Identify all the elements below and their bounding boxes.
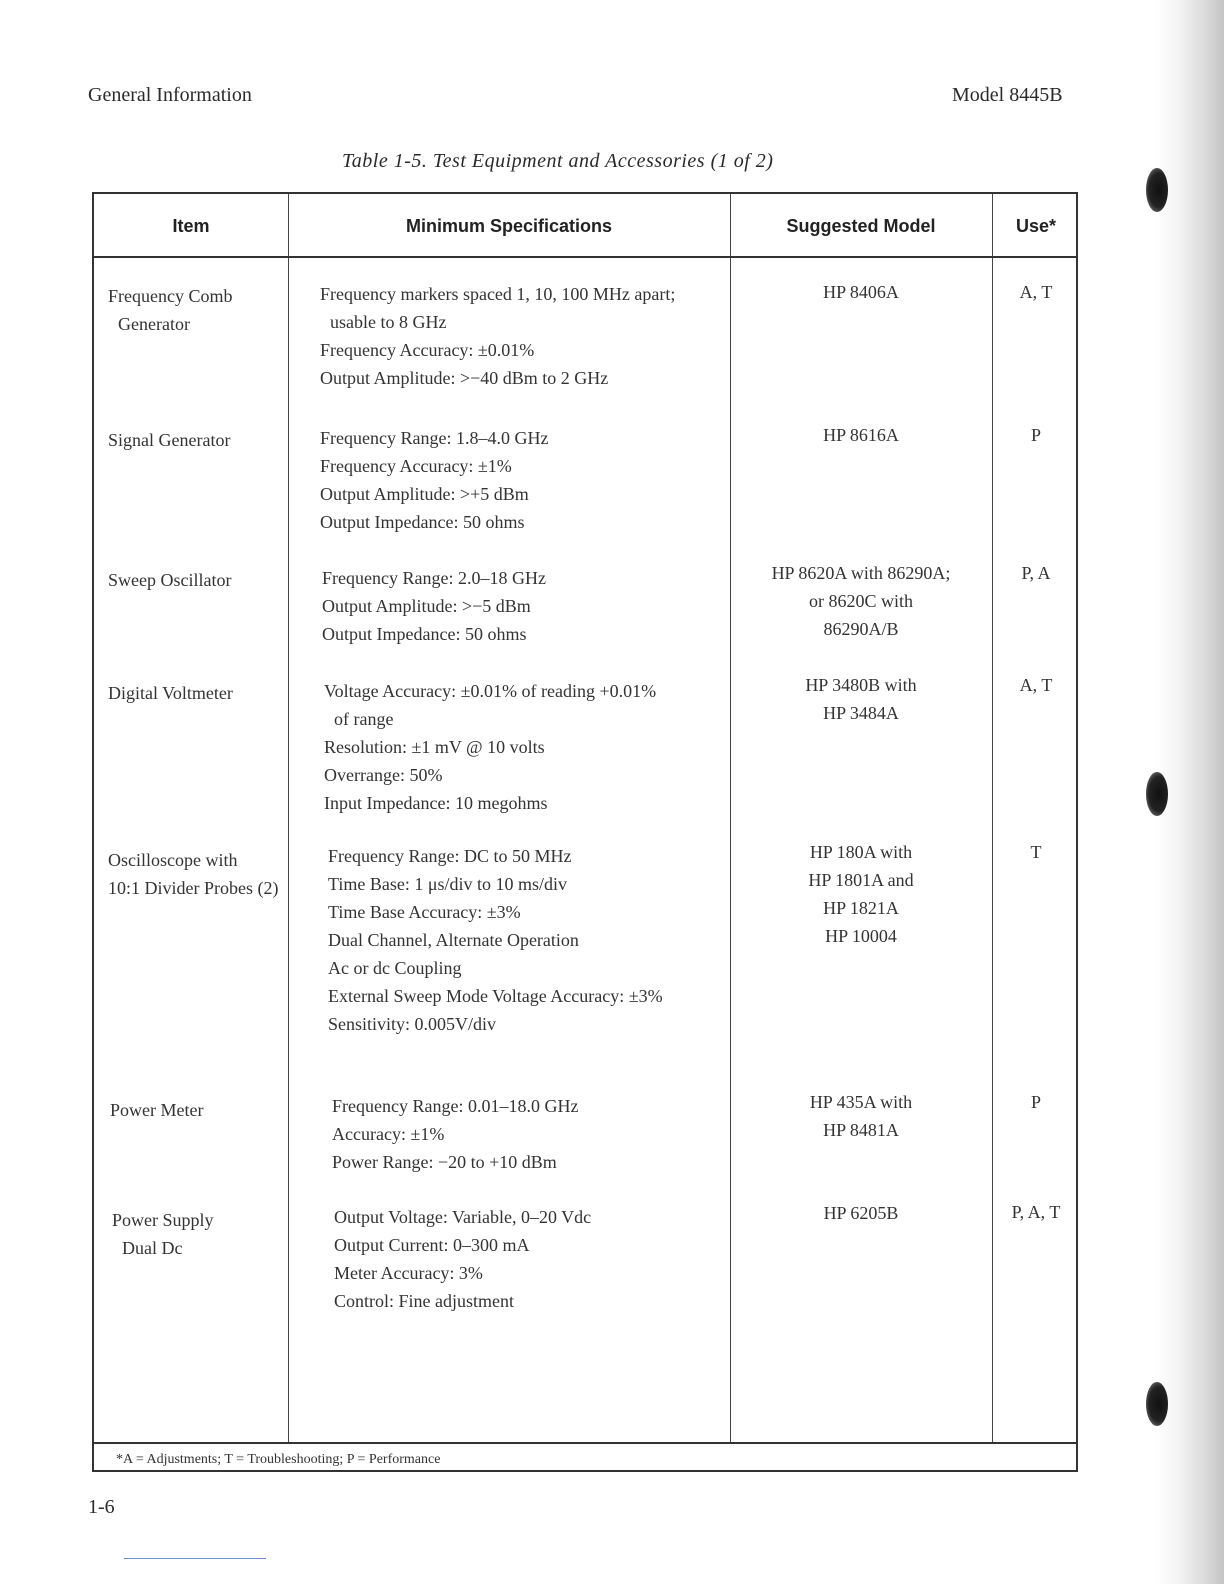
row-use: A, T [1019,282,1053,302]
row-model: HP 8406A [823,282,899,302]
binder-hole-middle [1146,772,1168,816]
table-footnote: *A = Adjustments; T = Troubleshooting; P = Performance [116,1452,441,1467]
row-model: HP 8620A with 86290A; or 8620C with 86290A/B [771,563,951,639]
column-divider [730,194,731,1444]
row-item: Oscilloscope with 10:1 Divider Probes (2) [108,850,279,898]
column-header-model: Suggested Model [786,216,936,236]
row-item: Sweep Oscillator [108,570,232,590]
scan-artifact-line [124,1558,266,1559]
binder-hole-bottom [1146,1382,1168,1426]
column-header-item: Item [172,216,210,236]
header-section-title: General Information [88,84,252,106]
row-specifications: Frequency Range: 2.0–18 GHz Output Amplitude: >−5 dBm Output Impedance: 50 ohms [322,568,546,644]
column-header-use: Use* [1015,216,1057,236]
header-rule [94,256,1076,258]
row-model: HP 180A with HP 1801A and HP 1821A HP 10004 [808,842,914,946]
row-item: Digital Voltmeter [108,683,233,703]
row-use: A, T [1019,675,1053,695]
row-use: P [1030,1092,1041,1112]
column-divider [288,194,289,1444]
table-caption: Table 1-5. Test Equipment and Accessories (1 of 2) [342,150,774,172]
header-model: Model 8445B [952,84,1063,106]
row-item: Power Supply Dual Dc [112,1210,214,1258]
column-divider [992,194,993,1444]
row-use: T [1030,842,1042,862]
row-specifications: Frequency Range: 0.01–18.0 GHz Accuracy: ±1% Power Range: −20 to +10 dBm [332,1096,579,1172]
row-specifications: Frequency Range: 1.8–4.0 GHz Frequency Accuracy: ±1% Output Amplitude: >+5 dBm Output Impedance: 50 ohms [320,428,549,532]
page-number: 1-6 [88,1496,115,1518]
row-item: Power Meter [110,1100,204,1120]
binder-hole-top [1146,168,1168,212]
row-use: P [1030,425,1041,445]
equipment-table [92,192,1078,1472]
row-item: Frequency Comb Generator [108,286,233,334]
row-item: Signal Generator [108,430,231,450]
row-use: P, A, T [1011,1202,1061,1222]
row-specifications: Frequency markers spaced 1, 10, 100 MHz apart; usable to 8 GHz Frequency Accuracy: ±0.01% Output Amplitude: >−40 dBm to 2 GHz [320,284,676,388]
column-header-specifications: Minimum Specifications [405,216,613,236]
row-model: HP 8616A [823,425,899,445]
row-model: HP 435A with HP 8481A [809,1092,913,1140]
footnote-rule [94,1442,1076,1444]
row-model: HP 3480B with HP 3484A [805,675,917,723]
row-specifications: Output Voltage: Variable, 0–20 Vdc Output Current: 0–300 mA Meter Accuracy: 3% Control: Fine adjustment [334,1207,592,1311]
row-use: P, A [1021,563,1051,583]
row-specifications: Frequency Range: DC to 50 MHz Time Base: 1 μs/div to 10 ms/div Time Base Accuracy: ±3% Dual Channel, Alternate Operation Ac or dc Coupling External Sweep Mode Voltage Accuracy: ±3% Sensitivity: 0.005V/div [328,846,663,1034]
row-model: HP 6205B [823,1203,899,1223]
row-specifications: Voltage Accuracy: ±0.01% of reading +0.01% of range Resolution: ±1 mV @ 10 volts Overrange: 50% Input Impedance: 10 megohms [324,681,657,813]
